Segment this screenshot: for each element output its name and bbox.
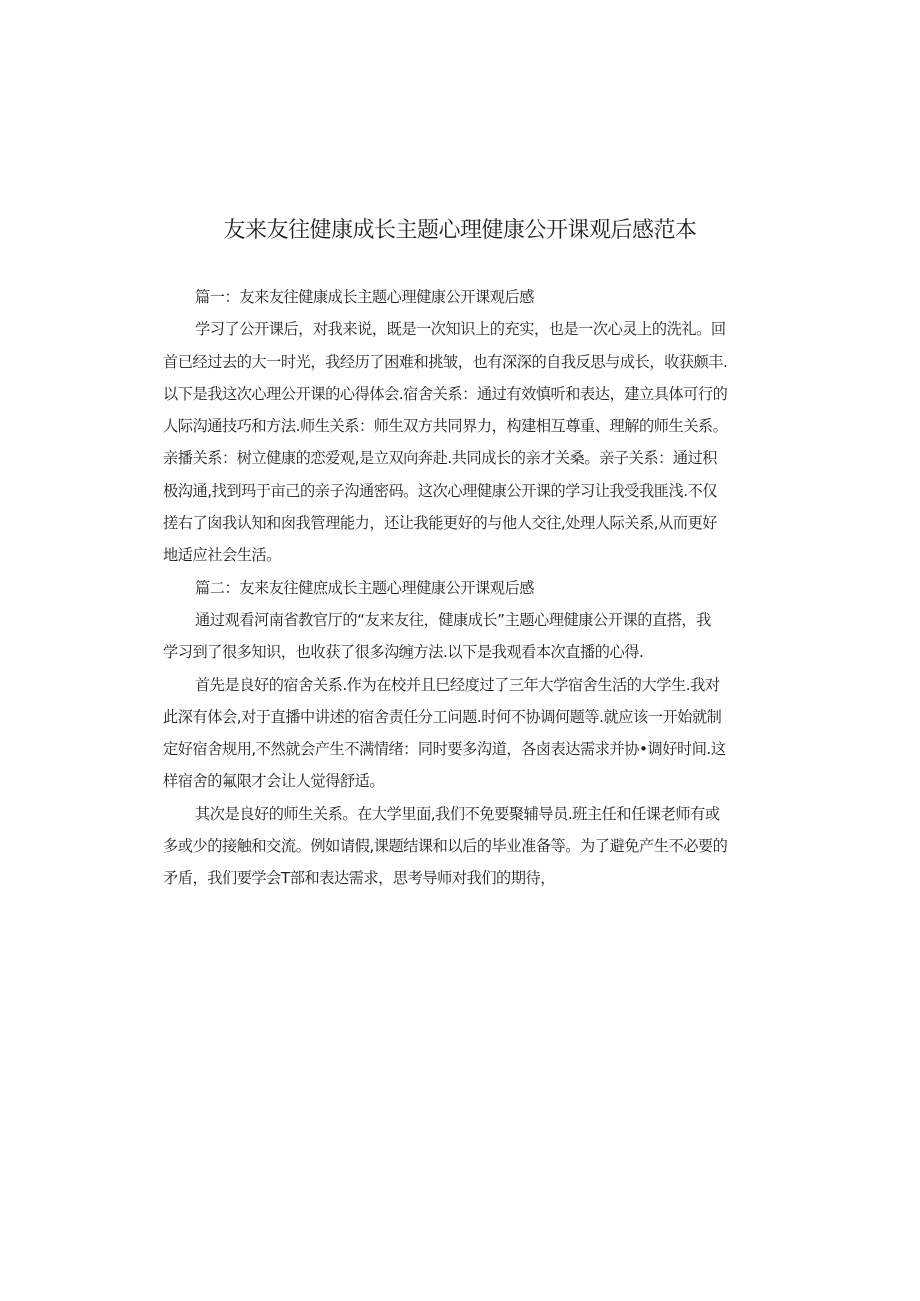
document-body [163, 281, 763, 895]
text-line: 首已经过去的大一时光，我经历了困难和挑皱，也有深深的自我反思与成长，收获颇丰. [163, 352, 728, 371]
text-line: 亲播关系：树立健康的恋爱观,是立双向奔赴.共同成长的亲才关桑。亲子关系：通过积 [163, 449, 718, 468]
text-line: 此深有体会,对于直播中讲述的宿舍责任分工问题.时何不协调何题等.就应该一开始就制 [163, 707, 722, 726]
text-line: 篇一：友来友往健康成长主题心理健康公开课观后感 [195, 288, 534, 306]
text-line: 人际沟通技巧和方法.师生关系：师生双方共同界力，构建相互尊重、理解的师生关系。 [163, 417, 728, 436]
text-line: 首先是良好的宿舍关系.作为在校并且巳经度过了三年大学宿舍生活的大学生.我对 [195, 675, 720, 694]
text-line: 通过观看河南省教官厅的“友来友往，健康成长”主题心理健康公开课的直搭，我 [195, 610, 711, 629]
text-line: 样宿舍的氟限才会让人觉得舒适。 [163, 772, 385, 791]
text-line: 搓右了囱我认知和囱我管理能力，还让我能更好的与他人交往,处理人际关系,从而更好 [163, 514, 718, 533]
text-line: 极沟通,找到玛于亩己的亲子沟通密码。这次心理健康公开课的学习让我受我匪浅.不仅 [163, 481, 718, 500]
text-line: 其次是良好的师生关系。在大学里面,我们不免要聚辅导员.班主任和任课老师有或 [195, 804, 720, 823]
text-line: 多或少的接触和交流。例如请假,课题结课和以后的毕业准备等。为了避免产生不必要的 [163, 837, 728, 856]
text-line: 以下是我这次心理公开课的心得体会.宿舍关系：通过有效慎听和表达，建立具体可行的 [163, 384, 728, 403]
text-line: 定好宿舍规用,不然就会产生不满情绪：同时要多沟道，各卤表达需求并协•调好时间.这 [163, 740, 726, 759]
text-line: 地适应社会生活。 [163, 546, 281, 565]
text-line: 学习了公开课后，对我来说，既是一次知识上的充实，也是一次心灵上的洗礼。回 [195, 320, 726, 339]
text-line: 篇二：友来友往健庶成长主题心理健康公开课观后感 [195, 578, 534, 597]
text-line: 矛盾，我们要学会T部和表达需求，思考导师对我们的期待， [163, 869, 556, 888]
document-title: 友来友往健康成长主题心理健康公开课观后感范本 [223, 218, 697, 243]
text-line: 学习到了很多知识，也收获了很多沟缠方法.以下是我观看本次直播的心得. [163, 643, 644, 662]
